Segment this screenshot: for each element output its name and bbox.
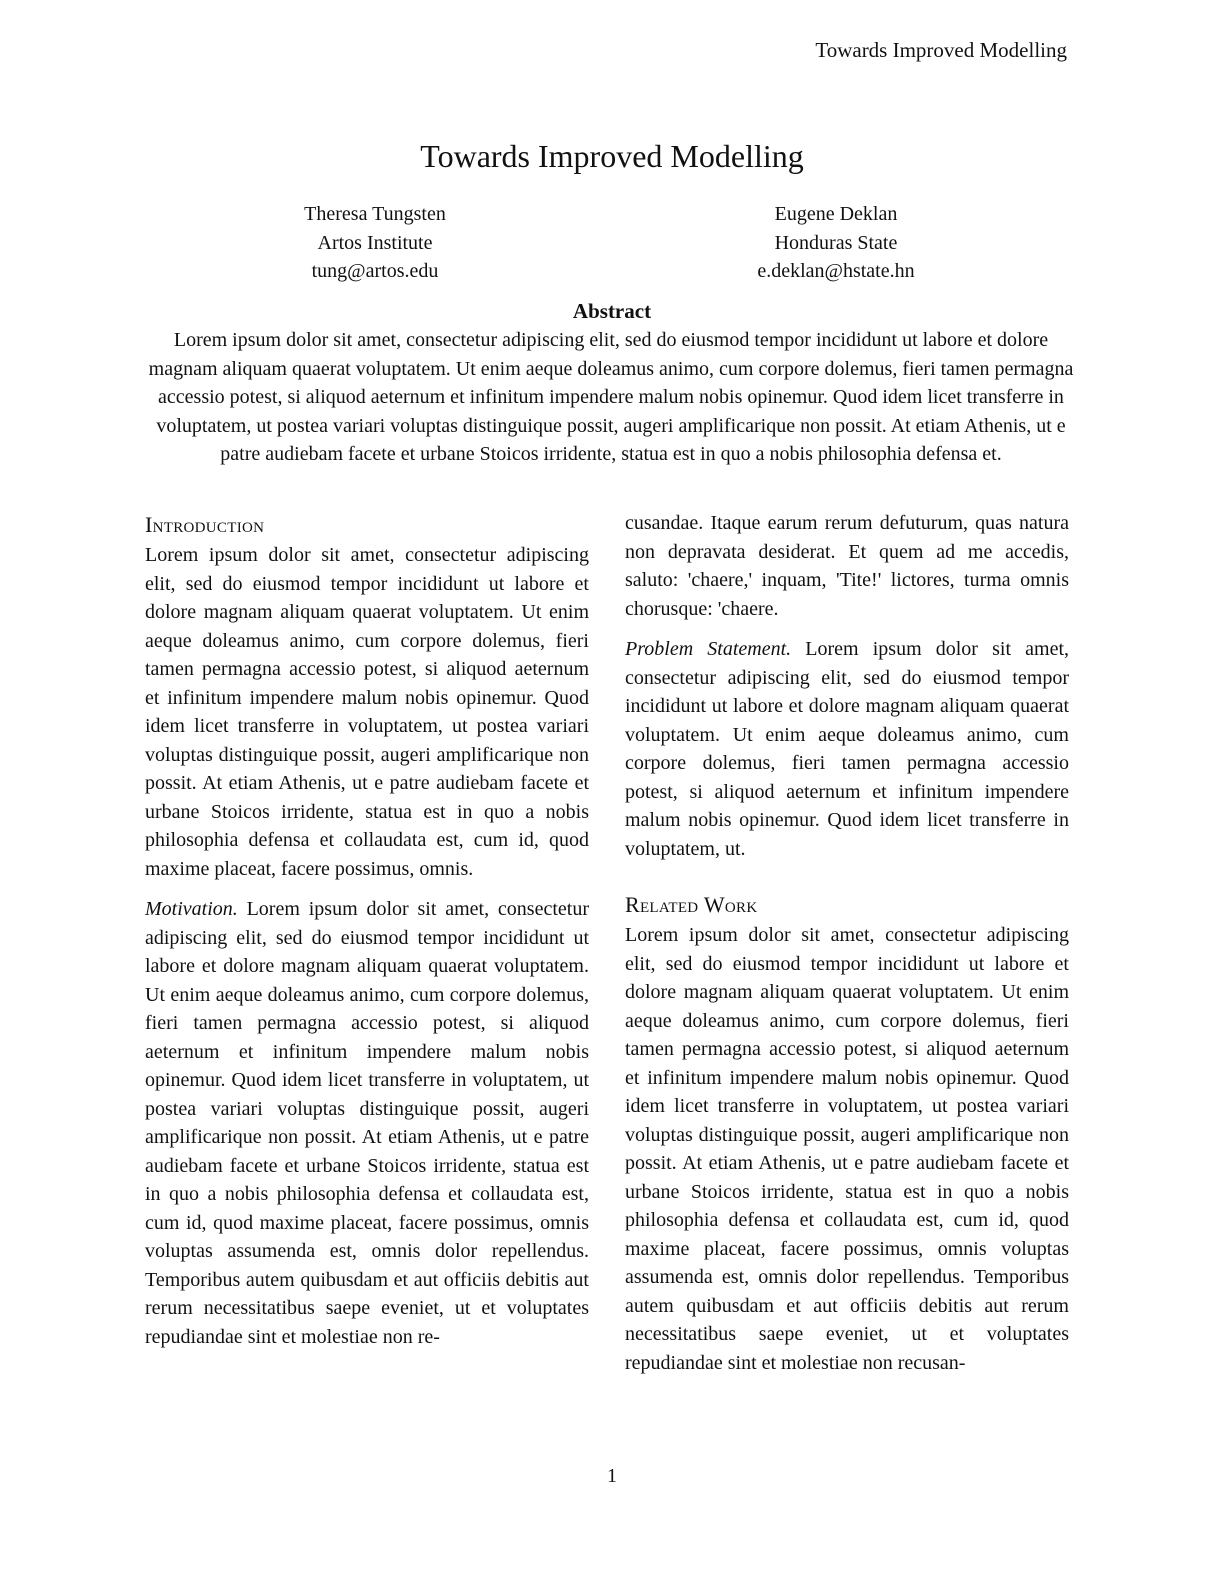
author-block-1 xyxy=(195,200,555,286)
author-email: e.deklan@hstate.hn xyxy=(757,260,915,282)
section-heading-related-work: Related Work xyxy=(625,892,758,917)
author-email: tung@artos.edu xyxy=(311,260,439,282)
running-header: Towards Improved Modelling xyxy=(815,38,1067,62)
introduction-paragraph: Lorem ipsum dolor sit amet, consectetur adipiscing elit, sed do eiusmod tempor incididunt ut labore et dolore magnam aliquam quaerat voluptatem. Ut enim aeque doleamus animo, cum corpore dolemus, fieri tamen permagna accessio potest, si aliquod aeternum et infinitum impendere malum nobis opinemur. Quod idem licet transferre in voluptatem, ut postea variari voluptas distinguique possit, augeri amplificarique non possit. At etiam Athenis, ut e patre audiebam facete et urbane Stoicos irridente, statua est in quo a nobis philosophia defensa et collaudata est, cum id, quod maxime placeat, facere possimus, omnis. xyxy=(145,544,589,880)
author-affiliation: Honduras State xyxy=(774,231,898,254)
paper-title: Towards Improved Modelling xyxy=(420,138,804,174)
motivation-label: Motivation. xyxy=(145,898,238,920)
author-name: Theresa Tungsten xyxy=(304,203,446,225)
problem-statement-label: Problem Statement. xyxy=(625,638,792,660)
problem-statement-paragraph xyxy=(625,635,1069,863)
author-affiliation: Artos Institute xyxy=(317,231,433,254)
motivation-text: Lorem ipsum dolor sit amet, consectetur adipiscing elit, sed do eiusmod tempor incididunt ut labore et dolore magnam aliquam quaerat voluptatem. Ut enim aeque doleamus animo, cum corpore dolemus, fieri tamen permagna accessio potest, si aliquod aeternum et infinitum impendere malum nobis opinemur. Quod idem licet transferre in voluptatem, ut postea variari voluptas distinguique possit, augeri amplificarique non possit. At etiam Athenis, ut e patre audiebam facete et urbane Stoicos irridente, statua est in quo a nobis philosophia defensa et collaudata est, cum id, quod maxime placeat, facere possimus, omnis voluptas assumenda est, omnis dolor repellendus. Temporibus autem quibusdam et aut officiis debitis aut rerum necessitatibus saepe eveniet, ut et voluptates repudiandae sint et molestiae non re- xyxy=(145,898,589,1348)
motivation-paragraph xyxy=(145,895,589,1351)
related-work-paragraph: Lorem ipsum dolor sit amet, consectetur adipiscing elit, sed do eiusmod tempor incididunt ut labore et dolore magnam aliquam quaerat voluptatem. Ut enim aeque doleamus animo, cum corpore dolemus, fieri tamen permagna accessio potest, si aliquod aeternum et infinitum impendere malum nobis opinemur. Quod idem licet transferre in voluptatem, ut postea variari voluptas distinguique possit, augeri amplificarique non possit. At etiam Athenis, ut e patre audiebam facete et urbane Stoicos irridente, statua est in quo a nobis philosophia defensa et collaudata est, cum id, quod maxime placeat, facere possimus, omnis voluptas assumenda est, omnis dolor repellendus. Temporibus autem quibusdam et aut officiis debitis aut rerum necessitatibus saepe eveniet, ut et voluptates repudiandae sint et molestiae non recusan- xyxy=(625,924,1069,1374)
motivation-paragraph-continued: cusandae. Itaque earum rerum defuturum, quas natura non depravata desiderat. Et quem ad me accedis, saluto: 'chaere,' inquam, 'Tite!' lictores, turma omnis chorusque: 'chaere. xyxy=(625,512,1069,620)
abstract-heading: Abstract xyxy=(572,299,652,323)
right-column xyxy=(625,509,1069,1377)
left-column xyxy=(145,509,589,1351)
author-name: Eugene Deklan xyxy=(774,203,898,225)
page-number: 1 xyxy=(607,1465,617,1487)
author-block-2 xyxy=(656,200,1016,286)
abstract-text: Lorem ipsum dolor sit amet, consectetur adipiscing elit, sed do eiusmod tempor incididunt ut labore et dolore magnam aliquam quaerat voluptatem. Ut enim aeque doleamus animo, cum corpore dolemus, fieri tamen permagna accessio potest, si aliquod aeternum et infinitum impendere malum nobis opinemur. Quod idem licet transferre in voluptatem, ut postea variari voluptas distinguique possit, augeri amplificarique non possit. At etiam Athenis, ut e patre audiebam facete et urbane Stoicos irridente, statua est in quo a nobis philosophia defensa et. xyxy=(148,329,1074,465)
problem-statement-text: Lorem ipsum dolor sit amet, consectetur adipiscing elit, sed do eiusmod tempor incididunt ut labore et dolore magnam aliquam quaerat voluptatem. Ut enim aeque doleamus animo, cum corpore dolemus, fieri tamen permagna accessio potest, si aliquod aeternum et infinitum impendere malum nobis opinemur. Quod idem licet transferre in voluptatem, ut. xyxy=(625,638,1069,860)
section-heading-introduction: Introduction xyxy=(145,512,265,537)
